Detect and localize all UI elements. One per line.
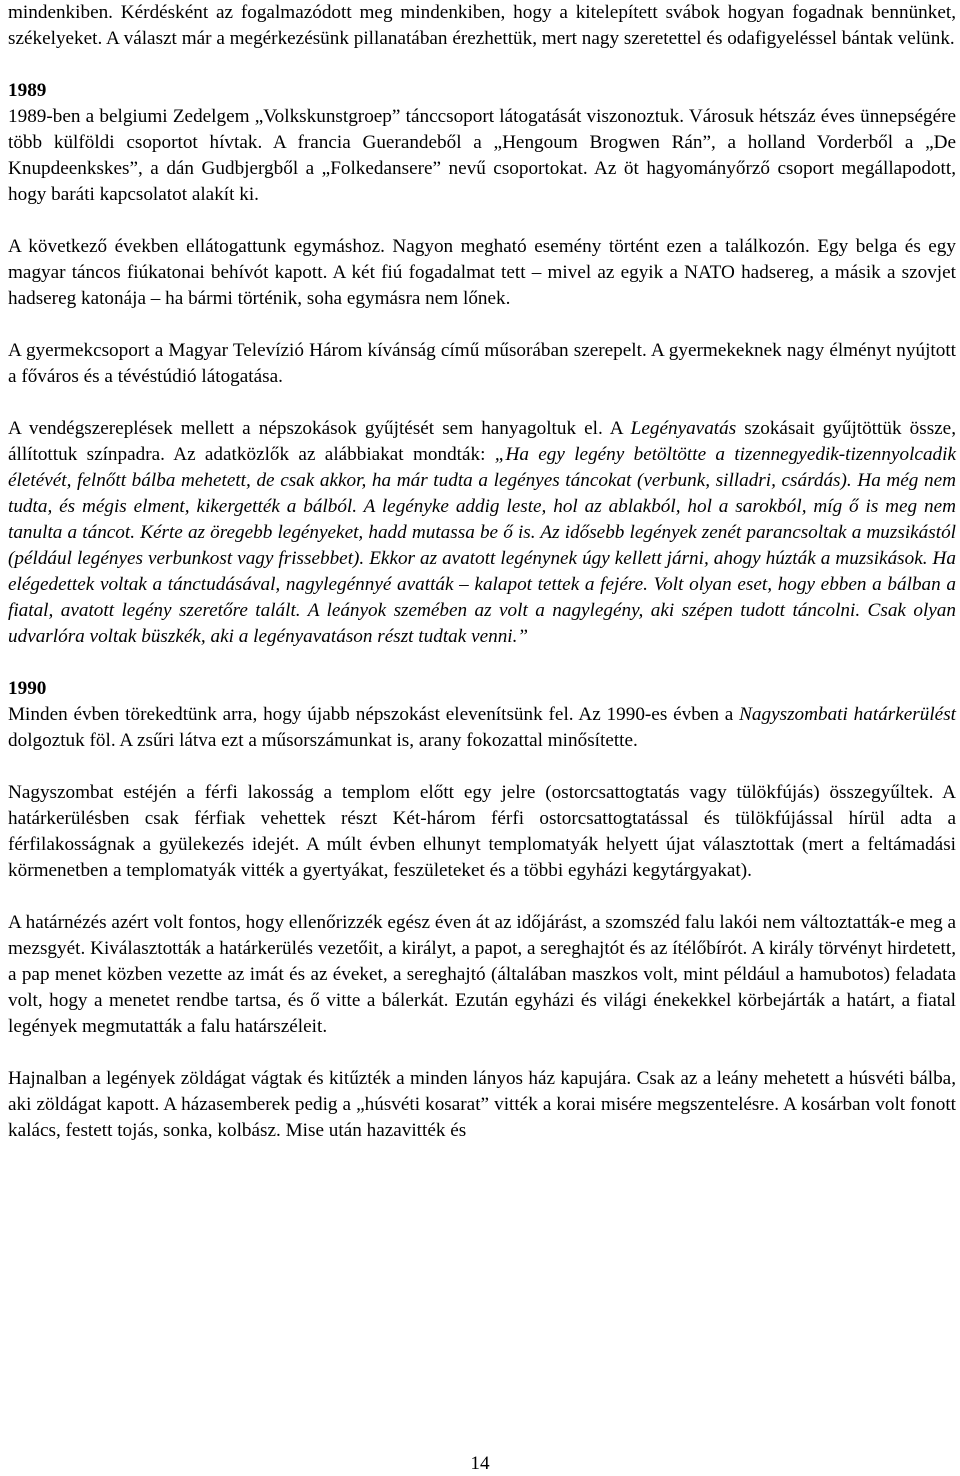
paragraph-1989-visits: A következő években ellátogattunk egymáshoz. Nagyon megható esemény történt ezen a találkozón. Egy belga és egy magyar táncos fiúkatonai behívót kapott. A két fiú fogadalmat tett – mivel az egyik a NATO hadsereg, a másik a szovjet hadsereg katonája – ha bármi történik, soha egymásra nem lőnek. <box>8 236 956 309</box>
paragraph-1990-hatarnezes: A határnézés azért volt fontos, hogy ellenőrizzék egész éven át az időjárást, a szomszéd falu lakói nem változtatták-e meg a mezsgyét. Kiválasztották a határkerülés vezetőit, a királyt, a papot, a sereghajtót és az ítélőbírót. A király törvényt hirdetett, a pap menet közben vezette az imát és az éveket, a sereghajtó (általában maszkos volt, mint például a hamubotos) feladata volt, hogy a menetet rendbe tartsa, és ő vitte a bálerkát. Ezután egyházi és világi énekekkel körbejárták a határt, a fiatal legények megmutatták a falu határszéleit. <box>8 912 956 1037</box>
paragraph-1990-hajnalban: Hajnalban a legények zöldágat vágtak és kitűzték a minden lányos ház kapujára. Csak az a leány mehetett a húsvéti bálba, aki zöldágat kapott. A házasemberek pedig a „húsvéti kosarat” vitték a korai misére megszentelésre. A kosárban volt fonott kalács, festett tojás, sonka, kolbász. Mise után hazavitték és <box>8 1068 956 1141</box>
paragraph-1989-legenyavatas <box>8 416 956 650</box>
text-run: A vendégszereplések mellett a népszokások gyűjtését sem hanyagoltuk el. A <box>8 418 631 439</box>
paragraph-1989-zedelgem: 1989-ben a belgiumi Zedelgem „Volkskunstgroep” tánccsoport látogatását viszonoztuk. Városuk hétszáz éves ünnepségére több külföldi csoportot hívtak. A francia Guerandeből a „Hengoum Brogwen Rán”, a holland Vorderből a „De Knupdeenkskes”, a dán Gudbjergből a „Folkedansere” nevű csoportokat. Az öt hagyományőrző csoport megállapodott, hogy baráti kapcsolatot alakít ki. <box>8 106 956 205</box>
paragraph-1990-intro <box>8 702 956 754</box>
text-run: Minden évben törekedtünk arra, hogy újabb népszokást elevenítsünk fel. Az 1990-es évben a <box>8 704 740 725</box>
text-run: dolgoztuk föl. A zsűri látva ezt a műsorszámunkat is, arany fokozattal minősítette. <box>8 730 638 751</box>
text-run: szokásait gyűjtöttük össze, állítottuk színpadra. Az adatközlők az alábbiakat mondták: <box>8 418 956 465</box>
italic-quote: „Ha egy legény betöltötte a tizennegyedik-tizennyolcadik életévét, felnőtt bálba mehetett, de csak akkor, ha már tudta a legényes táncokat (verbunk, silladri, csárdás). Ha még nem tudta, és mégis elment, kikergették a bálból. A legényke addig leste, hol az ablakból, hol a sarokból, míg ő is meg nem tanulta a táncot. Kérte az öregebb legényeket, hadd mutassa be ő is. Az idősebb legények zenét parancsoltak a muzsikástól (például legényes verbunkost vagy frissebbet). Ekkor az avatott legénynek úgy kellett járni, ahogy húzták a muzsikások. Ha elégedettek voltak a tánctudásával, nagylegénnyé avatták – kalapot tettek a fejére. Volt olyan eset, hogy ebben a bálban a fiatal, avatott legény szeretőre talált. A leányok szemében az volt a nagylegény, aki szépen tudott táncolni. Csak olyan udvarlóra voltak büszkék, aki a legényavatáson részt tudtak venni.” <box>8 444 956 647</box>
paragraph-1989-television: A gyermekcsoport a Magyar Televízió Három kívánság című műsorában szerepelt. A gyermekeknek nagy élményt nyújtott a főváros és a tévéstúdió látogatása. <box>8 340 956 387</box>
italic-term-hatarkerules: Nagyszombati határkerülést <box>739 704 956 725</box>
section-heading-1989: 1989 <box>8 80 47 101</box>
intro-paragraph: mindenkiben. Kérdésként az fogalmazódott meg mindenkiben, hogy a kitelepített svábok hogyan fogadnak bennünket, székelyeket. A választ már a megérkezésünk pillanatában érezhettük, mert nagy szeretettel és odafigyeléssel bántak velünk. <box>8 2 956 49</box>
document-page <box>8 0 956 1144</box>
section-heading-1990: 1990 <box>8 678 47 699</box>
paragraph-1990-nagyszombat: Nagyszombat estéjén a férfi lakosság a templom előtt egy jelre (ostorcsattogtatás vagy tülökfújás) összegyűltek. A határkerülésben csak férfiak vehettek részt Két-három férfi ostorcsattogtatással és tülökfújással hírül adta a férfilakosságnak a gyülekezés idejét. A múlt évben elhunyt templomatyák helyett újat választottak (mert a feltámadási körmenetben a templomatyák vitték a gyertyákat, feszületeket és a többi egyházi kegytárgyakat). <box>8 782 956 881</box>
page-number: 14 <box>470 1453 490 1474</box>
italic-term-legenyavatas: Legényavatás <box>630 418 737 439</box>
